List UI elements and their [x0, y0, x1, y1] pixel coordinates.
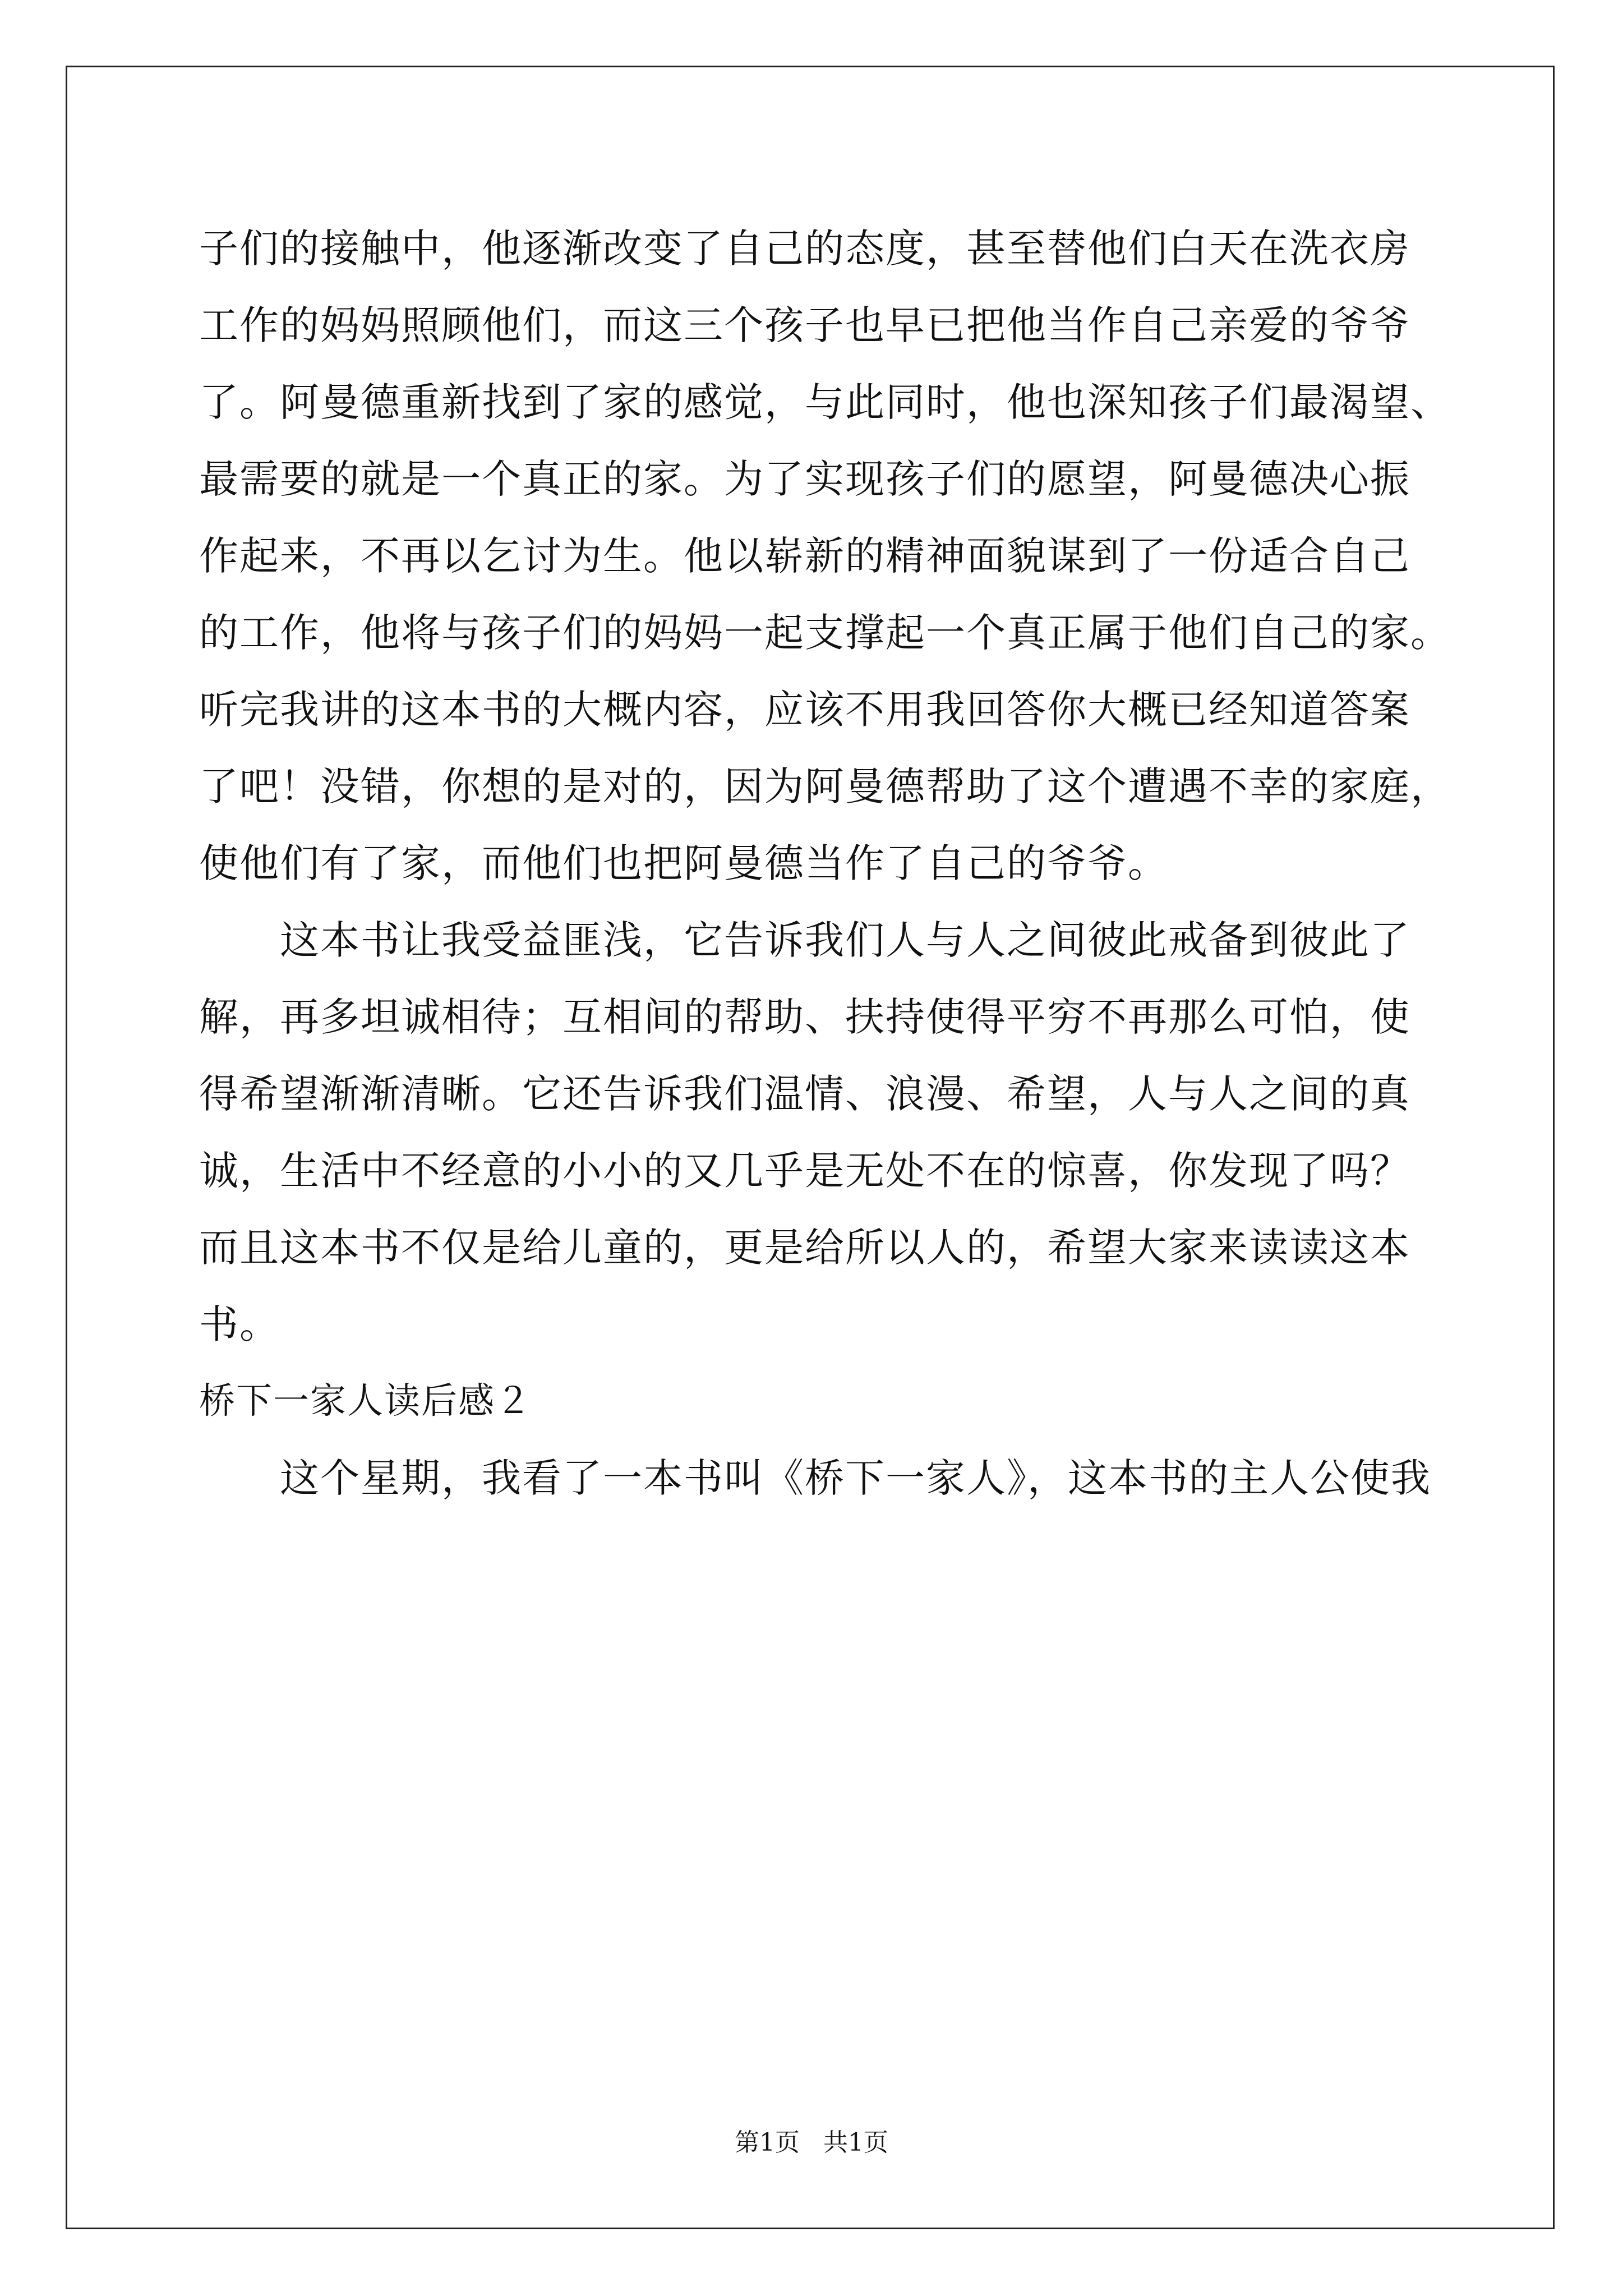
- text-line: 得希望渐渐清晰。它还告诉我们温情、浪漫、希望，人与人之间的真: [199, 1071, 1410, 1117]
- page-footer: [0, 2126, 1623, 2160]
- text-line: 而且这本书不仅是给儿童的，更是给所以人的，希望大家来读读这本: [199, 1225, 1410, 1271]
- text-line: 诚，生活中不经意的小小的又几乎是无处不在的惊喜，你发现了吗？: [199, 1148, 1410, 1194]
- text-line: 这本书让我受益匪浅，它告诉我们人与人之间彼此戒备到彼此了: [199, 917, 1410, 963]
- text-line: 作起来，不再以乞讨为生。他以崭新的精神面貌谋到了一份适合自己: [199, 533, 1410, 579]
- page-number: 第1页 共1页: [735, 2128, 888, 2157]
- text-line: 使他们有了家，而他们也把阿曼德当作了自己的爷爷。: [199, 840, 1168, 886]
- section-heading: 桥下一家人读后感２: [199, 1381, 532, 1422]
- text-line: 的工作，他将与孩子们的妈妈一起支撑起一个真正属于他们自己的家。: [199, 610, 1451, 656]
- text-line: 了。阿曼德重新找到了家的感觉，与此同时，他也深知孩子们最渴望、: [199, 379, 1451, 425]
- text-line: 了吧！没错，你想的是对的，因为阿曼德帮助了这个遭遇不幸的家庭，: [199, 763, 1451, 809]
- text-line: 工作的妈妈照顾他们，而这三个孩子也早已把他当作自己亲爱的爷爷: [199, 302, 1410, 348]
- text-line: 最需要的就是一个真正的家。为了实现孩子们的愿望，阿曼德决心振: [199, 456, 1410, 502]
- text-line: 解，再多坦诚相待；互相间的帮助、扶持使得平穷不再那么可怕，使: [199, 994, 1410, 1040]
- text-line: 听完我讲的这本书的大概内容，应该不用我回答你大概已经知道答案: [199, 687, 1410, 733]
- text-line: 这个星期，我看了一本书叫《桥下一家人》，这本书的主人公使我: [199, 1455, 1431, 1501]
- text-line: 子们的接触中，他逐渐改变了自己的态度，甚至替他们白天在洗衣房: [199, 226, 1410, 272]
- text-line: 书。: [199, 1301, 280, 1347]
